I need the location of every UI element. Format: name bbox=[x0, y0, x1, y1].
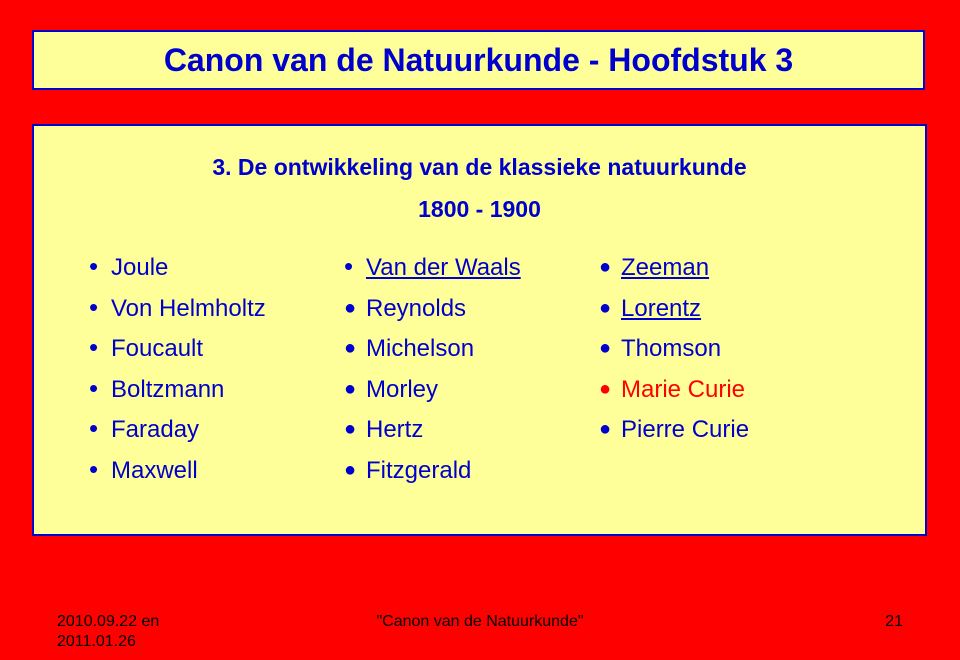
bullet-icon: ● bbox=[599, 296, 612, 319]
list-item[interactable] bbox=[599, 254, 749, 295]
content-box bbox=[32, 124, 927, 536]
physicist-column-2 bbox=[344, 251, 521, 497]
chapter-heading: 3. De ontwikkeling van de klassieke natuurkunde bbox=[212, 154, 747, 180]
physicist-name: Boltzmann bbox=[111, 375, 225, 403]
physicist-name: Reynolds bbox=[366, 294, 467, 322]
bullet-icon: • bbox=[89, 332, 99, 362]
bullet-icon: ● bbox=[344, 377, 357, 400]
list-item bbox=[344, 295, 521, 336]
footer-title: "Canon van de Natuurkunde" bbox=[376, 613, 584, 630]
physicist-name: Pierre Curie bbox=[621, 416, 750, 443]
bullet-icon: • bbox=[89, 453, 99, 484]
physicist-link[interactable]: Lorentz bbox=[621, 294, 702, 322]
list-item bbox=[344, 416, 521, 457]
title-box bbox=[32, 30, 925, 90]
bullet-icon: ● bbox=[344, 458, 357, 481]
footer-date: 2010.09.22 en 2011.01.26 bbox=[57, 613, 160, 650]
physicist-link[interactable]: Zeeman bbox=[621, 254, 710, 281]
list-item bbox=[344, 335, 521, 376]
list-item bbox=[89, 453, 266, 498]
list-item[interactable] bbox=[599, 295, 749, 336]
bullet-icon: • bbox=[89, 372, 99, 403]
slide-title: Canon van de Natuurkunde - Hoofdstuk 3 bbox=[163, 41, 794, 78]
list-item-highlighted bbox=[599, 376, 749, 417]
physicist-name: Fitzgerald bbox=[366, 456, 472, 484]
physicist-name: Thomson bbox=[621, 335, 722, 362]
list-item bbox=[599, 416, 749, 457]
physicist-name: Von Helmholtz bbox=[111, 294, 266, 322]
physicist-name: Hertz bbox=[366, 416, 424, 443]
physicist-name: Foucault bbox=[111, 335, 204, 362]
bullet-icon: • bbox=[89, 413, 99, 443]
list-item bbox=[89, 413, 266, 457]
bullet-icon: ● bbox=[599, 256, 612, 278]
physicist-name: Maxwell bbox=[111, 456, 198, 484]
list-item bbox=[89, 372, 266, 417]
bullet-icon: • bbox=[344, 251, 354, 281]
physicist-name: Morley bbox=[366, 375, 439, 403]
physicist-column-1 bbox=[89, 251, 266, 497]
bullet-icon: ● bbox=[599, 418, 612, 440]
physicist-name: Joule bbox=[111, 254, 169, 281]
list-item bbox=[89, 332, 266, 376]
physicist-name: Michelson bbox=[366, 335, 475, 362]
bullet-icon: ● bbox=[599, 337, 612, 359]
list-item bbox=[344, 457, 521, 498]
physicist-name: Faraday bbox=[111, 416, 200, 443]
list-item bbox=[89, 251, 266, 295]
list-item bbox=[344, 376, 521, 417]
list-item bbox=[599, 335, 749, 376]
bullet-icon: • bbox=[89, 251, 99, 281]
bullet-icon: • bbox=[89, 291, 99, 322]
physicist-column-3 bbox=[599, 254, 749, 457]
page-number: 21 bbox=[885, 613, 903, 630]
bullet-icon: ● bbox=[599, 377, 612, 400]
period-heading: 1800 - 1900 bbox=[418, 196, 541, 222]
bullet-icon: ● bbox=[344, 337, 357, 359]
physicist-link[interactable]: Van der Waals bbox=[366, 254, 521, 281]
bullet-icon: ● bbox=[344, 418, 357, 440]
physicist-name: Marie Curie bbox=[621, 375, 746, 403]
list-item[interactable] bbox=[344, 251, 521, 295]
list-item bbox=[89, 291, 266, 336]
bullet-icon: ● bbox=[344, 296, 357, 319]
